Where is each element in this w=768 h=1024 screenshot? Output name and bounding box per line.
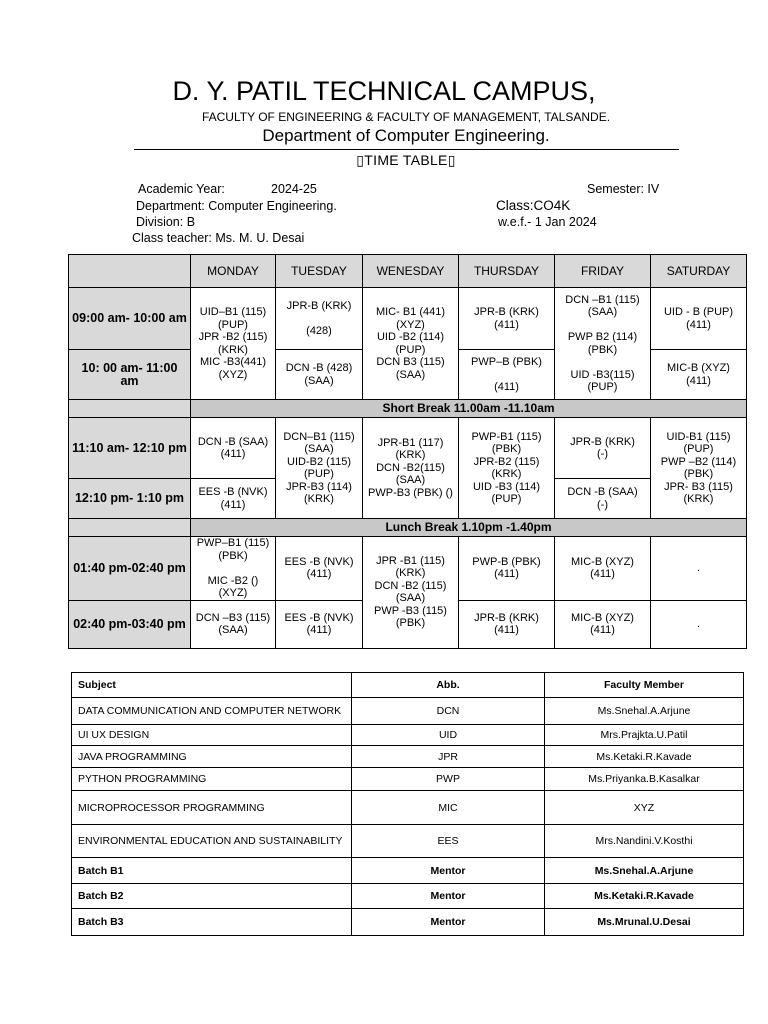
subject-row (72, 791, 744, 825)
batch-row (72, 858, 744, 884)
short-break: Short Break 11.00am -11.10am (191, 400, 747, 418)
period-cell-sat-2: MIC-B (XYZ) (411) (651, 350, 747, 400)
subject-name: UI UX DESIGN (72, 725, 352, 746)
lunch-break: Lunch Break 1.10pm -1.40pm (191, 519, 747, 537)
subject-faculty: Ms.Ketaki.R.Kavade (545, 746, 744, 768)
subject-abb: PWP (352, 768, 545, 791)
wef-date: w.e.f.- 1 Jan 2024 (498, 215, 597, 229)
day-header: MONDAY (191, 255, 276, 288)
subject-table (71, 672, 744, 936)
period-cell-thu-1: JPR-B (KRK) (411) (459, 288, 555, 350)
faculty-header: Faculty Member (545, 673, 744, 698)
time-slot: 02:40 pm-03:40 pm (69, 600, 191, 648)
subject-abb: DCN (352, 698, 545, 725)
subject-name: JAVA PROGRAMMING (72, 746, 352, 768)
subject-faculty: Mrs.Nandini.V.Kosthi (545, 825, 744, 858)
subject-name: DATA COMMUNICATION AND COMPUTER NETWORK (72, 698, 352, 725)
batch-cell-thu-2: PWP-B1 (115) (PBK) JPR-B2 (115) (KRK) UID -B3 (114) (PUP) (459, 418, 555, 519)
subject-faculty: Ms.Snehal.A.Arjune (545, 698, 744, 725)
college-title: D. Y. PATIL TECHNICAL CAMPUS, (172, 76, 596, 106)
batch-cell-tue-2: DCN–B1 (115) (SAA) UID-B2 (115) (PUP) JPR-B3 (114) (KRK) (276, 418, 363, 519)
subject-abb: EES (352, 825, 545, 858)
period-cell-thu-5: PWP-B (PBK) (411) (459, 537, 555, 601)
subject-row (72, 725, 744, 746)
timetable-grid (68, 254, 747, 649)
class-info: Class:CO4K (496, 198, 571, 213)
batch-cell-mon-1: UID–B1 (115) (PUP) JPR -B2 (115) (KRK) MIC -B3(441) (XYZ) (191, 288, 276, 400)
day-header: THURSDAY (459, 255, 555, 288)
subject-faculty: XYZ (545, 791, 744, 825)
subject-row (72, 825, 744, 858)
subject-header: Subject (72, 673, 352, 698)
period-cell-thu-2: PWP–B (PBK) (411) (459, 350, 555, 400)
class-teacher: Class teacher: Ms. M. U. Desai (132, 231, 305, 245)
subject-row (72, 768, 744, 791)
batch-mentor: Ms.Mrunal.U.Desai (545, 909, 744, 936)
time-slot: 01:40 pm-02:40 pm (69, 537, 191, 601)
semester: Semester: IV (587, 182, 660, 196)
batch-name: Batch B1 (72, 858, 352, 884)
timetable-label: TIME TABLE (364, 152, 448, 168)
subject-abb: MIC (352, 791, 545, 825)
subject-row (72, 698, 744, 725)
period-cell-sat-5: . (651, 537, 747, 601)
abb-header: Abb. (352, 673, 545, 698)
time-slot: 11:10 am- 12:10 pm (69, 418, 191, 479)
period-cell-mon-3: DCN -B (SAA) (411) (191, 418, 276, 479)
day-header: SATURDAY (651, 255, 747, 288)
batch-cell-wed-3: JPR -B1 (115) (KRK) DCN -B2 (115) (SAA) PWP -B3 (115) (PBK) (363, 537, 459, 649)
period-cell-mon-4: EES -B (NVK) (411) (191, 479, 276, 519)
subject-abb: UID (352, 725, 545, 746)
box-glyph-icon: ▯ (447, 152, 456, 168)
period-cell-fri-6: MIC-B (XYZ) (411) (555, 600, 651, 648)
division-info: Division: B (136, 215, 196, 229)
break-time-cell (69, 519, 191, 537)
academic-year-label: Academic Year: (138, 182, 225, 196)
box-glyph-icon: ▯ (356, 152, 365, 168)
batch-role: Mentor (352, 858, 545, 884)
header-rule (134, 149, 679, 150)
time-slot: 12:10 pm- 1:10 pm (69, 479, 191, 519)
subject-faculty: Ms.Priyanka.B.Kasalkar (545, 768, 744, 791)
batch-cell-wed-1: MIC- B1 (441) (XYZ) UID -B2 (114) (PUP) DCN B3 (115) (SAA) (363, 288, 459, 400)
corner-cell (69, 255, 191, 288)
timetable-heading (0, 152, 768, 169)
batch-name: Batch B3 (72, 909, 352, 936)
period-cell-fri-5: MIC-B (XYZ) (411) (555, 537, 651, 601)
day-header: TUESDAY (276, 255, 363, 288)
time-slot: 10: 00 am- 11:00 am (69, 350, 191, 400)
subject-row (72, 746, 744, 768)
period-cell-tue-5: EES -B (NVK) (411) (276, 537, 363, 601)
department-title: Department of Computer Engineering. (262, 126, 550, 145)
subject-name: PYTHON PROGRAMMING (72, 768, 352, 791)
batch-mentor: Ms.Ketaki.R.Kavade (545, 884, 744, 909)
subject-faculty: Mrs.Prajkta.U.Patil (545, 725, 744, 746)
period-cell-sat-1: UID - B (PUP) (411) (651, 288, 747, 350)
period-cell-tue-2: DCN -B (428) (SAA) (276, 350, 363, 400)
batch-role: Mentor (352, 884, 545, 909)
subject-name: ENVIRONMENTAL EDUCATION AND SUSTAINABILITY (72, 825, 352, 858)
period-cell-tue-1: JPR-B (KRK) (428) (276, 288, 363, 350)
time-slot: 09:00 am- 10:00 am (69, 288, 191, 350)
period-cell-mon-6: DCN –B3 (115) (SAA) (191, 600, 276, 648)
period-cell-thu-6: JPR-B (KRK) (411) (459, 600, 555, 648)
period-cell-sat-6: . (651, 600, 747, 648)
period-cell-fri-4: DCN -B (SAA) (-) (555, 479, 651, 519)
subject-name: MICROPROCESSOR PROGRAMMING (72, 791, 352, 825)
department-info: Department: Computer Engineering. (136, 199, 337, 213)
batch-cell-fri-1: DCN –B1 (115) (SAA) PWP B2 (114) (PBK) UID -B3(115) (PUP) (555, 288, 651, 400)
batch-row (72, 884, 744, 909)
academic-year-value: 2024-25 (271, 182, 317, 196)
period-cell-mon-5: PWP–B1 (115) (PBK) MIC -B2 () (XYZ) (191, 537, 276, 601)
batch-role: Mentor (352, 909, 545, 936)
period-cell-fri-3: JPR-B (KRK) (-) (555, 418, 651, 479)
batch-row (72, 909, 744, 936)
faculty-line: FACULTY OF ENGINEERING & FACULTY OF MANAGEMENT, TALSANDE. (201, 110, 611, 124)
batch-name: Batch B2 (72, 884, 352, 909)
batch-cell-wed-2: JPR-B1 (117) (KRK) DCN -B2(115) (SAA) PWP-B3 (PBK) () (363, 418, 459, 519)
subject-abb: JPR (352, 746, 545, 768)
day-header: WENESDAY (363, 255, 459, 288)
batch-mentor: Ms.Snehal.A.Arjune (545, 858, 744, 884)
break-time-cell (69, 400, 191, 418)
period-cell-tue-6: EES -B (NVK) (411) (276, 600, 363, 648)
batch-cell-sat-2: UID-B1 (115) (PUP) PWP –B2 (114) (PBK) JPR- B3 (115) (KRK) (651, 418, 747, 519)
day-header: FRIDAY (555, 255, 651, 288)
